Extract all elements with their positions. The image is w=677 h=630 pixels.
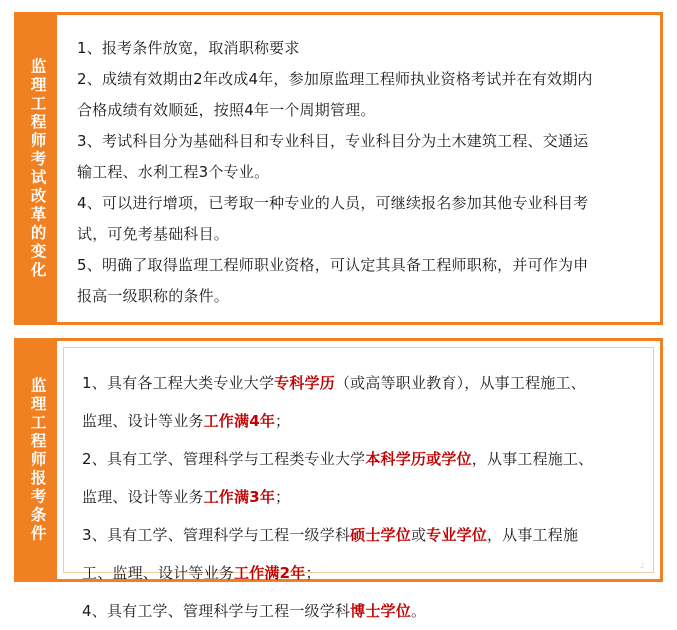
highlighted-text: 工作满4年 [203,412,276,430]
text-line [82,478,639,516]
text-line [77,281,644,312]
text-line [77,95,644,126]
text-run: 1、具有各工程大类专业大学 [82,374,275,392]
text-run: 报高一级职称的条件。 [77,287,230,305]
highlighted-text: 工作满3年 [203,488,276,506]
panel-2-content [63,347,654,620]
text-line [82,402,639,440]
highlighted-text: 博士学位 [350,602,411,620]
text-run: 工、监理、设计等业务 [82,564,235,582]
text-line [82,592,639,630]
panel-2-side-label [17,341,57,579]
text-line [77,33,644,64]
highlighted-text: 工作满2年 [234,564,306,582]
panel-2-side-label-text: 监理工程师报考条件 [28,376,47,544]
text-run: ，从事工程施 [486,526,579,544]
text-line [77,126,644,157]
highlighted-text: 本科学历或学位 [365,450,472,468]
text-run: 1、报考条件放宽，取消职称要求 [77,39,300,57]
highlighted-text: 专业学位 [426,526,487,544]
text-run: 监理、设计等业务 [82,488,204,506]
text-run: 。 [410,602,427,620]
text-run: 2、具有工学、管理科学与工程类专业大学 [82,450,366,468]
panel-1-side-label [17,15,57,322]
text-run: ，从事工程施工、 [471,450,594,468]
text-line [77,157,644,188]
text-run: 试，可免考基础科目。 [77,225,230,243]
text-run: 监理、设计等业务 [82,412,204,430]
corner-mark: 」 [639,560,649,570]
text-line [77,64,644,95]
text-run: 输工程、水利工程3个专业。 [77,163,270,181]
panel-application-requirements [14,338,663,620]
text-line [77,188,644,219]
text-run: 3、考试科目分为基础科目和专业科目，专业科目分为土木建筑工程、交通运 [77,132,589,150]
text-run: ； [305,564,321,582]
text-line [82,516,639,554]
panel-exam-reform-changes [14,12,663,325]
text-run: 3、具有工学、管理科学与工程一级学科 [82,526,351,544]
text-run: （或高等职业教育），从事工程施工、 [334,374,586,392]
panel-1-side-label-text: 监理工程师考试改革的变化 [28,57,47,280]
text-run: ； [275,412,291,430]
text-run: 合格成绩有效顺延，按照4年一个周期管理。 [77,101,376,119]
text-line [77,250,644,281]
panel-1-content [57,15,660,322]
text-run: ； [275,488,291,506]
text-line [77,219,644,250]
text-run: 或 [410,526,427,544]
highlighted-text: 硕士学位 [350,526,411,544]
highlighted-text: 专科学历 [274,374,335,392]
text-line [82,440,639,478]
text-line [82,554,639,592]
text-run: 4、具有工学、管理科学与工程一级学科 [82,602,351,620]
text-run: 2、成绩有效期由2年改成4年，参加原监理工程师执业资格考试并在有效期内 [77,70,593,88]
text-run: 5、明确了取得监理工程师职业资格，可认定其具备工程师职称，并可作为申 [77,256,589,274]
text-run: 4、可以进行增项，已考取一种专业的人员，可继续报名参加其他专业科目考 [77,194,589,212]
text-line [82,364,639,402]
